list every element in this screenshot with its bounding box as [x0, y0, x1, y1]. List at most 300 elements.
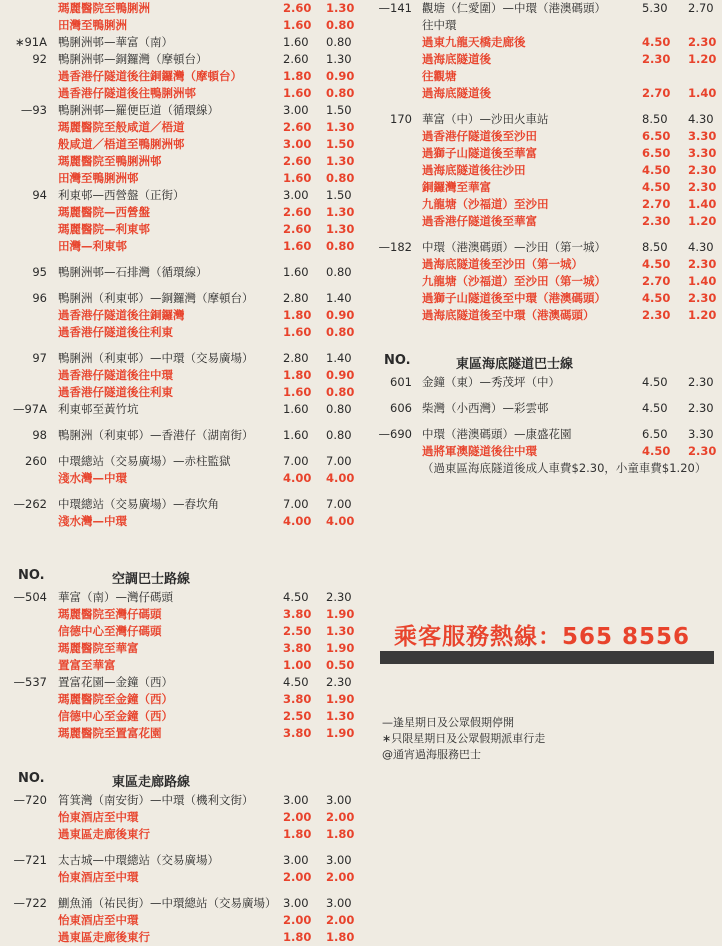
- route-name: 中環（港澳碼頭）—康盛花園: [422, 427, 572, 441]
- adult-fare: 2.60: [283, 222, 312, 236]
- adult-fare: 2.70: [642, 197, 671, 211]
- route-name: 瑪麗醫院—利東邨: [58, 222, 150, 236]
- route-name: 信德中心至灣仔碼頭: [58, 624, 162, 638]
- adult-fare: 1.60: [283, 402, 309, 416]
- adult-fare: 3.80: [283, 726, 312, 740]
- route-name: 鴨脷洲邨—石排灣（循環線）: [58, 265, 208, 279]
- child-fare: 3.30: [688, 129, 717, 143]
- sectional-fare-row: [0, 657, 360, 674]
- adult-fare: 2.30: [642, 308, 671, 322]
- adult-fare: 5.30: [642, 1, 668, 15]
- route-number: ∗91A: [14, 35, 47, 49]
- spacer: [0, 539, 360, 548]
- sectional-fare-row: [0, 307, 360, 324]
- adult-fare: 1.60: [283, 325, 312, 339]
- child-fare: 0.80: [326, 325, 355, 339]
- adult-fare: 3.00: [283, 853, 309, 867]
- adult-fare: 1.60: [283, 239, 312, 253]
- adult-fare: 1.60: [283, 385, 312, 399]
- route-number: 97: [32, 351, 47, 365]
- sectional-fare-row: [370, 256, 722, 273]
- route-name: 瑪麗醫院至灣仔碼頭: [58, 607, 162, 621]
- route-name: 過海底隧道後往沙田: [422, 163, 526, 177]
- adult-fare: 8.50: [642, 112, 668, 126]
- route-name: 往中環: [422, 18, 457, 32]
- right-column: [370, 0, 722, 477]
- adult-fare: 7.00: [283, 497, 309, 511]
- spacer: [370, 391, 722, 400]
- adult-fare: 2.30: [642, 214, 671, 228]
- spacer: [0, 751, 360, 760]
- route-name: 過獅子山隧道後至華富: [422, 146, 537, 160]
- child-fare: 4.30: [688, 112, 714, 126]
- route-row: [370, 111, 722, 128]
- adult-fare: 3.80: [283, 641, 312, 655]
- adult-fare: 4.50: [283, 590, 309, 604]
- adult-fare: 2.50: [283, 624, 312, 638]
- sectional-fare-row: [0, 912, 360, 929]
- sectional-fare-row: [370, 68, 722, 85]
- route-number: —141: [378, 1, 412, 15]
- child-fare: 1.40: [326, 351, 352, 365]
- route-name: 過香港仔隧道後往銅鑼灣（摩頓台）: [58, 69, 242, 83]
- route-row: [0, 792, 360, 809]
- route-name: 過獅子山隧道後至中環（港澳碼頭）: [422, 291, 606, 305]
- adult-fare: 7.00: [283, 454, 309, 468]
- child-fare: 0.80: [326, 265, 352, 279]
- route-name: 怡東酒店至中環: [58, 810, 139, 824]
- adult-fare: 2.80: [283, 291, 309, 305]
- child-fare: 1.30: [326, 205, 355, 219]
- sectional-fare-row: [0, 153, 360, 170]
- child-fare: 1.30: [326, 120, 355, 134]
- adult-fare: 6.50: [642, 427, 668, 441]
- sectional-fare-row: [370, 34, 722, 51]
- child-fare: 4.00: [326, 514, 355, 528]
- route-name: 鴨脷洲（利東邨）—香港仔（湖南街）: [58, 428, 254, 442]
- sectional-fare-row: [0, 929, 360, 946]
- child-fare: 0.80: [326, 171, 355, 185]
- child-fare: 1.20: [688, 308, 717, 322]
- adult-fare: 4.50: [642, 163, 671, 177]
- adult-fare: 1.60: [283, 428, 309, 442]
- sectional-fare-row: [0, 708, 360, 725]
- route-name: 過海底隧道後: [422, 52, 491, 66]
- adult-fare: 3.00: [283, 137, 312, 151]
- section-title: 空調巴士路線: [112, 572, 191, 587]
- route-number: —722: [13, 896, 47, 910]
- route-row: [370, 239, 722, 256]
- adult-fare: 4.50: [642, 291, 671, 305]
- sectional-fare-row: [0, 324, 360, 341]
- route-name: 瑪麗醫院至華富: [58, 641, 139, 655]
- child-fare: 2.30: [326, 675, 352, 689]
- spacer: [370, 333, 722, 342]
- child-fare: 0.50: [326, 658, 355, 672]
- route-name: 筲箕灣（南安街）—中環（機利文街）: [58, 793, 254, 807]
- adult-fare: 1.80: [283, 930, 312, 944]
- adult-fare: 4.50: [642, 401, 668, 415]
- sectional-fare-row: [0, 869, 360, 886]
- route-number: —182: [378, 240, 412, 254]
- route-number: 606: [390, 401, 412, 415]
- child-fare: 7.00: [326, 497, 352, 511]
- route-row: [370, 0, 722, 17]
- spacer: [0, 742, 360, 751]
- adult-fare: 2.00: [283, 913, 312, 927]
- route-row: [0, 290, 360, 307]
- child-fare: 2.30: [688, 444, 717, 458]
- route-name: 瑪麗醫院至置富花園: [58, 726, 162, 740]
- child-fare: 1.90: [326, 641, 355, 655]
- sectional-fare-row: [0, 384, 360, 401]
- route-name: 過香港仔隧道後至沙田: [422, 129, 537, 143]
- route-name: 利東邨至黃竹坑: [58, 402, 139, 416]
- sectional-fare-row: [0, 725, 360, 742]
- route-row: [0, 589, 360, 606]
- adult-fare: 2.70: [642, 274, 671, 288]
- route-name: 鴨脷洲邨—羅便臣道（循環線）: [58, 103, 219, 117]
- route-name: 華富（南）—灣仔碼頭: [58, 590, 173, 604]
- route-name: 鴨脷洲（利東邨）—銅鑼灣（摩頓台）: [58, 291, 254, 305]
- route-row: [0, 34, 360, 51]
- route-name: 往觀塘: [422, 69, 457, 83]
- child-fare: 0.90: [326, 308, 355, 322]
- route-name: 中環（港澳碼頭）—沙田（第一城）: [422, 240, 606, 254]
- route-row: [0, 674, 360, 691]
- child-fare: 1.30: [326, 52, 352, 66]
- adult-fare: 4.50: [642, 180, 671, 194]
- fare-remark-text: （過東區海底隧道後成人車費$2.30，小童車費$1.20）: [422, 461, 707, 475]
- sectional-fare-row: [0, 136, 360, 153]
- sectional-fare-row: [0, 85, 360, 102]
- spacer: [0, 548, 360, 557]
- adult-fare: 2.80: [283, 351, 309, 365]
- child-fare: 1.80: [326, 930, 355, 944]
- child-fare: 1.20: [688, 214, 717, 228]
- sectional-fare-row: [370, 145, 722, 162]
- child-fare: 2.70: [688, 1, 714, 15]
- spacer: [0, 886, 360, 895]
- child-fare: 1.80: [326, 827, 355, 841]
- route-name: 過將軍澳隧道後往中環: [422, 444, 537, 458]
- child-fare: 2.30: [688, 35, 717, 49]
- route-name: 信德中心至金鐘（西）: [58, 709, 173, 723]
- sectional-fare-row: [0, 606, 360, 623]
- section-title: 東區海底隧道巴士線: [456, 357, 574, 372]
- child-fare: 2.00: [326, 810, 355, 824]
- adult-fare: 4.50: [642, 35, 671, 49]
- route-name: 瑪麗醫院—西營盤: [58, 205, 150, 219]
- child-fare: 0.80: [326, 239, 355, 253]
- child-fare: 3.30: [688, 146, 717, 160]
- sectional-fare-row: [370, 196, 722, 213]
- child-fare: 0.80: [326, 385, 355, 399]
- adult-fare: 8.50: [642, 240, 668, 254]
- adult-fare: 1.00: [283, 658, 312, 672]
- sectional-fare-row: [370, 213, 722, 230]
- route-name: 中環總站（交易廣場）—赤柱監獄: [58, 454, 231, 468]
- route-name: 過香港仔隧道後往鴨脷洲邨: [58, 86, 196, 100]
- route-row: [0, 187, 360, 204]
- route-name: 鰂魚涌（祐民街）—中環總站（交易廣場）: [58, 896, 277, 910]
- adult-fare: 4.50: [642, 444, 671, 458]
- child-fare: 1.40: [326, 291, 352, 305]
- child-fare: 1.50: [326, 103, 352, 117]
- sectional-fare-row: [370, 128, 722, 145]
- route-name: 中環總站（交易廣場）—舂坎角: [58, 497, 219, 511]
- adult-fare: 2.60: [283, 52, 309, 66]
- child-fare: 2.30: [688, 180, 717, 194]
- child-fare: 1.50: [326, 188, 352, 202]
- route-number: —537: [13, 675, 47, 689]
- route-name: 九龍塘（沙福道）至沙田（第一城）: [422, 274, 606, 288]
- section-no-label: NO.: [18, 568, 45, 583]
- route-name: 怡東酒店至中環: [58, 913, 139, 927]
- route-name: 過東九龍天橋走廊後: [422, 35, 526, 49]
- child-fare: 0.80: [326, 86, 355, 100]
- spacer: [0, 444, 360, 453]
- route-row: [0, 852, 360, 869]
- section-header: [370, 348, 722, 374]
- section-title: 東區走廊路線: [112, 775, 191, 790]
- adult-fare: 2.00: [283, 810, 312, 824]
- route-name: 過東區走廊後東行: [58, 827, 150, 841]
- route-number: —721: [13, 853, 47, 867]
- route-name: 過香港仔隧道後往銅鑼灣: [58, 308, 185, 322]
- adult-fare: 2.50: [283, 709, 312, 723]
- child-fare: 1.40: [688, 274, 717, 288]
- route-name: 田灣至鴨脷洲邨: [58, 171, 139, 185]
- child-fare: 2.30: [688, 163, 717, 177]
- sectional-fare-row: [0, 119, 360, 136]
- adult-fare: 3.80: [283, 607, 312, 621]
- route-number: 601: [390, 375, 412, 389]
- child-fare: 0.80: [326, 428, 352, 442]
- section-header: [0, 563, 360, 589]
- sectional-fare-row: [0, 238, 360, 255]
- adult-fare: 1.60: [283, 171, 312, 185]
- child-fare: 1.30: [326, 624, 355, 638]
- sectional-fare-row: [0, 809, 360, 826]
- adult-fare: 1.60: [283, 18, 312, 32]
- adult-fare: 6.50: [642, 146, 671, 160]
- adult-fare: 3.00: [283, 793, 309, 807]
- child-fare: 3.00: [326, 793, 352, 807]
- route-number: 260: [25, 454, 47, 468]
- sectional-fare-row: [0, 640, 360, 657]
- adult-fare: 4.50: [283, 675, 309, 689]
- sectional-fare-row: [370, 85, 722, 102]
- child-fare: 0.90: [326, 368, 355, 382]
- child-fare: 2.30: [688, 257, 717, 271]
- route-name: 金鐘（東）—秀茂坪（中）: [422, 375, 560, 389]
- route-row: [0, 102, 360, 119]
- adult-fare: 2.30: [642, 52, 671, 66]
- route-name: 利東邨—西營盤（正街）: [58, 188, 185, 202]
- sectional-fare-row: [0, 826, 360, 843]
- route-name: 瑪麗醫院至鴨脷洲邨: [58, 154, 162, 168]
- spacer: [0, 281, 360, 290]
- child-fare: 1.90: [326, 692, 355, 706]
- route-name: 鴨脷洲邨—華富（南）: [58, 35, 173, 49]
- route-row: [0, 496, 360, 513]
- child-fare: 0.80: [326, 402, 352, 416]
- adult-fare: 2.60: [283, 120, 312, 134]
- child-fare: 1.30: [326, 1, 355, 15]
- route-name: 怡東酒店至中環: [58, 870, 139, 884]
- adult-fare: 3.00: [283, 103, 309, 117]
- route-number: 95: [32, 265, 47, 279]
- child-fare: 2.00: [326, 870, 355, 884]
- adult-fare: 4.50: [642, 257, 671, 271]
- route-name: 過香港仔隧道後往利東: [58, 385, 173, 399]
- child-fare: 4.30: [688, 240, 714, 254]
- route-name: 過海底隧道後至沙田（第一城）: [422, 257, 583, 271]
- route-row: [0, 895, 360, 912]
- route-name: 般咸道／梧道至鴨脷洲邨: [58, 137, 185, 151]
- section-header: [0, 766, 360, 792]
- route-name: 華富（中）—沙田火車站: [422, 112, 549, 126]
- sectional-fare-row: [370, 290, 722, 307]
- hotline-bar: [380, 651, 714, 664]
- route-name: 田灣至鴨脷洲: [58, 18, 127, 32]
- sectional-fare-row: [370, 307, 722, 324]
- route-number: —690: [378, 427, 412, 441]
- route-name: 置富至華富: [58, 658, 116, 672]
- child-fare: 2.00: [326, 913, 355, 927]
- sectional-fare-row: [370, 51, 722, 68]
- sectional-fare-row: [370, 273, 722, 290]
- sectional-fare-row: [0, 204, 360, 221]
- route-name: 銅鑼灣至華富: [422, 180, 491, 194]
- route-name: 鴨脷洲（利東邨）—中環（交易廣場）: [58, 351, 254, 365]
- route-name: 過海底隧道後: [422, 86, 491, 100]
- child-fare: 4.00: [326, 471, 355, 485]
- child-fare: 1.40: [688, 86, 717, 100]
- route-row: [370, 374, 722, 391]
- child-fare: 0.80: [326, 35, 352, 49]
- route-row: [0, 350, 360, 367]
- route-name: 淺水灣—中環: [58, 514, 127, 528]
- route-name: 田灣—利東邨: [58, 239, 127, 253]
- child-fare: 3.00: [326, 853, 352, 867]
- route-number: 94: [32, 188, 47, 202]
- route-name: 瑪麗醫院至般咸道／梧道: [58, 120, 185, 134]
- adult-fare: 4.00: [283, 514, 312, 528]
- spacer: [370, 324, 722, 333]
- adult-fare: 1.80: [283, 69, 312, 83]
- route-number: —93: [20, 103, 47, 117]
- child-fare: 1.90: [326, 607, 355, 621]
- route-name: 瑪麗醫院至鴨脷洲: [58, 1, 150, 15]
- hotline-text: 乘客服務熱線：565 8556: [394, 624, 691, 650]
- adult-fare: 4.00: [283, 471, 312, 485]
- child-fare: 7.00: [326, 454, 352, 468]
- spacer: [0, 418, 360, 427]
- route-name: 柴灣（小西灣）—彩雲邨: [422, 401, 549, 415]
- sectional-fare-row: [0, 17, 360, 34]
- adult-fare: 3.00: [283, 188, 309, 202]
- sectional-fare-row: [0, 170, 360, 187]
- route-row: [0, 401, 360, 418]
- route-name: 瑪麗醫院至金鐘（西）: [58, 692, 173, 706]
- route-name: 過香港仔隧道後至華富: [422, 214, 537, 228]
- spacer: [370, 230, 722, 239]
- route-row: [0, 427, 360, 444]
- section-no-label: NO.: [384, 353, 411, 368]
- sectional-fare-row: [370, 179, 722, 196]
- route-row: [370, 400, 722, 417]
- adult-fare: 2.00: [283, 870, 312, 884]
- adult-fare: 1.60: [283, 86, 312, 100]
- route-name: 太古城—中環總站（交易廣場）: [58, 853, 219, 867]
- adult-fare: 2.70: [642, 86, 671, 100]
- sectional-fare-row: [0, 470, 360, 487]
- adult-fare: 1.60: [283, 265, 309, 279]
- adult-fare: 3.00: [283, 896, 309, 910]
- child-fare: 2.30: [688, 401, 714, 415]
- route-name: 置富花園—金鐘（西）: [58, 675, 173, 689]
- adult-fare: 1.60: [283, 35, 309, 49]
- child-fare: 0.90: [326, 69, 355, 83]
- footnote: —逢星期日及公眾假期停開: [382, 716, 514, 729]
- adult-fare: 2.60: [283, 1, 312, 15]
- spacer: [0, 255, 360, 264]
- child-fare: 1.20: [688, 52, 717, 66]
- child-fare: 1.50: [326, 137, 355, 151]
- spacer: [0, 530, 360, 539]
- child-fare: 0.80: [326, 18, 355, 32]
- sectional-fare-row: [0, 513, 360, 530]
- child-fare: 3.30: [688, 427, 714, 441]
- footnotes: [382, 715, 545, 763]
- route-number: 170: [390, 112, 412, 126]
- adult-fare: 1.80: [283, 368, 312, 382]
- adult-fare: 2.60: [283, 154, 312, 168]
- sectional-fare-row: [0, 367, 360, 384]
- adult-fare: 4.50: [642, 375, 668, 389]
- spacer: [370, 102, 722, 111]
- adult-fare: 1.80: [283, 827, 312, 841]
- adult-fare: 6.50: [642, 129, 671, 143]
- child-fare: 3.00: [326, 896, 352, 910]
- route-row: [0, 453, 360, 470]
- route-number: 92: [32, 52, 47, 66]
- section-no-label: NO.: [18, 771, 45, 786]
- route-number: —720: [13, 793, 47, 807]
- spacer: [0, 843, 360, 852]
- child-fare: 1.90: [326, 726, 355, 740]
- sectional-fare-row: [0, 623, 360, 640]
- route-name: 過香港仔隧道後往利東: [58, 325, 173, 339]
- child-fare: 1.30: [326, 222, 355, 236]
- child-fare: 2.30: [688, 291, 717, 305]
- route-name: 過東區走廊後東行: [58, 930, 150, 944]
- route-name: 淺水灣—中環: [58, 471, 127, 485]
- route-name: 過海底隧道後至中環（港澳碼頭）: [422, 308, 595, 322]
- route-number: 96: [32, 291, 47, 305]
- route-number: —97A: [12, 402, 47, 416]
- sectional-fare-row: [0, 221, 360, 238]
- sectional-fare-row: [370, 162, 722, 179]
- route-row: [0, 51, 360, 68]
- child-fare: 1.30: [326, 709, 355, 723]
- sectional-fare-row: [370, 443, 722, 460]
- child-fare: 2.30: [688, 375, 714, 389]
- child-fare: 1.30: [326, 154, 355, 168]
- fare-remark: [370, 460, 722, 477]
